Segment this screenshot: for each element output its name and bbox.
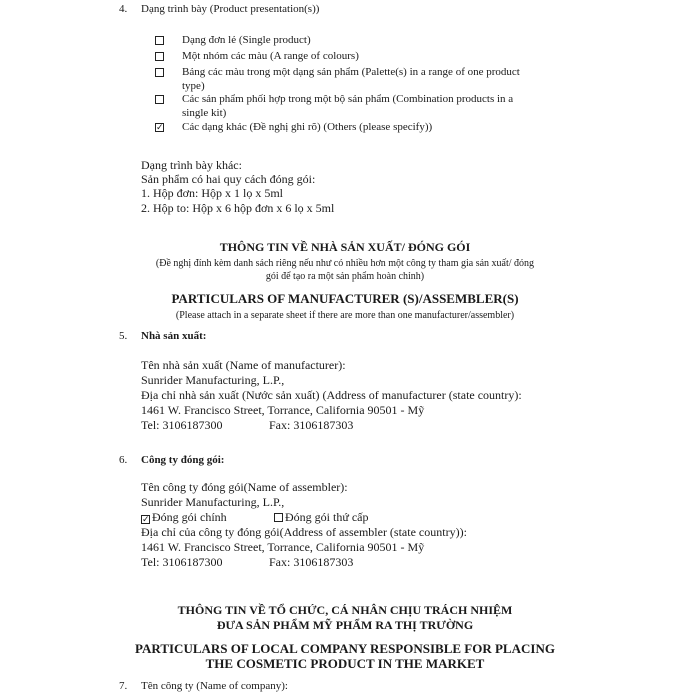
manufacturer-address: 1461 W. Francisco Street, Torrance, California 90501 - Mỹ — [141, 403, 425, 417]
section-5-heading: Nhà sản xuất: — [141, 330, 207, 342]
manufacturer-fax: Fax: 3106187303 — [269, 418, 354, 432]
packaging-spec-intro: Sản phẩm có hai quy cách đóng gói: — [141, 172, 316, 186]
section-7-heading: Tên công ty (Name of company): — [141, 680, 288, 692]
manufacturer-note-vi-2: gói để tạo ra một sản phẩm hoàn chỉnh) — [265, 271, 425, 282]
assembler-name-label: Tên công ty đóng gói(Name of assembler): — [141, 480, 348, 494]
packaging-spec-2: 2. Hộp to: Hộp x 6 hộp đơn x 6 lọ x 5ml — [141, 201, 335, 215]
checkbox-combination-kit[interactable] — [155, 95, 164, 104]
checkbox-primary-assembly[interactable]: ✓ — [142, 515, 150, 525]
option-label: Bảng các màu trong một dạng sản phẩm (Palette(s) in a range of one product — [182, 66, 520, 78]
manufacturer-name-label: Tên nhà sản xuất (Name of manufacturer): — [141, 358, 346, 372]
assembler-tel: Tel: 3106187300 — [141, 555, 223, 569]
checkbox-range-of-colours[interactable] — [155, 52, 164, 61]
manufacturer-tel: Tel: 3106187300 — [141, 418, 223, 432]
section-4-heading: Dạng trình bày (Product presentation(s)) — [141, 3, 320, 15]
manufacturer-title-en: PARTICULARS OF MANUFACTURER (S)/ASSEMBLER(S) — [171, 291, 519, 306]
checkbox-palette[interactable] — [155, 68, 164, 77]
section-4-number: 4. — [119, 3, 128, 15]
checkbox-others[interactable]: ✓ — [156, 123, 164, 133]
manufacturer-address-label: Địa chỉ nhà sản xuất (Nước sản xuất) (Address of manufacturer (state country): — [141, 388, 522, 402]
local-title-en-2: THE COSMETIC PRODUCT IN THE MARKET — [205, 656, 485, 671]
packaging-spec-1: 1. Hộp đơn: Hộp x 1 lọ x 5ml — [141, 186, 284, 200]
local-title-en-1: PARTICULARS OF LOCAL COMPANY RESPONSIBLE FOR PLACING — [135, 641, 555, 656]
manufacturer-name: Sunrider Manufacturing, L.P., — [141, 373, 285, 387]
assembler-address: 1461 W. Francisco Street, Torrance, California 90501 - Mỹ — [141, 540, 425, 554]
section-5-number: 5. — [119, 330, 128, 342]
section-6-number: 6. — [119, 454, 128, 466]
other-presentation-label: Dạng trình bày khác: — [141, 158, 242, 172]
manufacturer-note-en: (Please attach in a separate sheet if there are more than one manufacturer/assembler) — [175, 310, 515, 321]
local-title-vi-1: THÔNG TIN VỀ TỔ CHỨC, CÁ NHÂN CHỊU TRÁCH NHIỆM — [177, 603, 513, 617]
local-title-vi-2: ĐƯA SẢN PHẨM MỸ PHẨM RA THỊ TRƯỜNG — [216, 618, 474, 632]
assembler-type-row — [141, 510, 227, 524]
section-7-number: 7. — [119, 680, 128, 692]
option-label: Các sản phẩm phối hợp trong một bộ sản phẩm (Combination products in a — [182, 93, 514, 105]
option-label: Một nhóm các màu (A range of colours) — [182, 50, 359, 62]
option-label-cont: type) — [182, 80, 205, 92]
assembler-address-label: Địa chỉ của công ty đóng gói(Address of assembler (state country)): — [141, 525, 467, 539]
option-label: Dạng đơn lẻ (Single product) — [182, 34, 311, 46]
option-label-cont: single kit) — [182, 107, 227, 119]
assembler-name: Sunrider Manufacturing, L.P., — [141, 495, 285, 509]
checkbox-single-product[interactable] — [155, 36, 164, 45]
section-6-heading: Công ty đóng gói: — [141, 454, 225, 466]
secondary-assembly-label: Đóng gói thứ cấp — [285, 510, 369, 524]
assembler-type-secondary — [274, 510, 369, 524]
manufacturer-note-vi-1: (Đề nghị đính kèm danh sách riêng nếu như có nhiều hơn một công ty tham gia sản xuất/ đóng — [155, 258, 535, 269]
assembler-fax: Fax: 3106187303 — [269, 555, 354, 569]
manufacturer-title-vi: THÔNG TIN VỀ NHÀ SẢN XUẤT/ ĐÓNG GÓI — [219, 240, 471, 254]
checkbox-secondary-assembly[interactable] — [274, 513, 283, 522]
primary-assembly-label: Đóng gói chính — [152, 510, 227, 524]
option-label: Các dạng khác (Đề nghị ghi rõ) (Others (please specify)) — [182, 121, 433, 133]
